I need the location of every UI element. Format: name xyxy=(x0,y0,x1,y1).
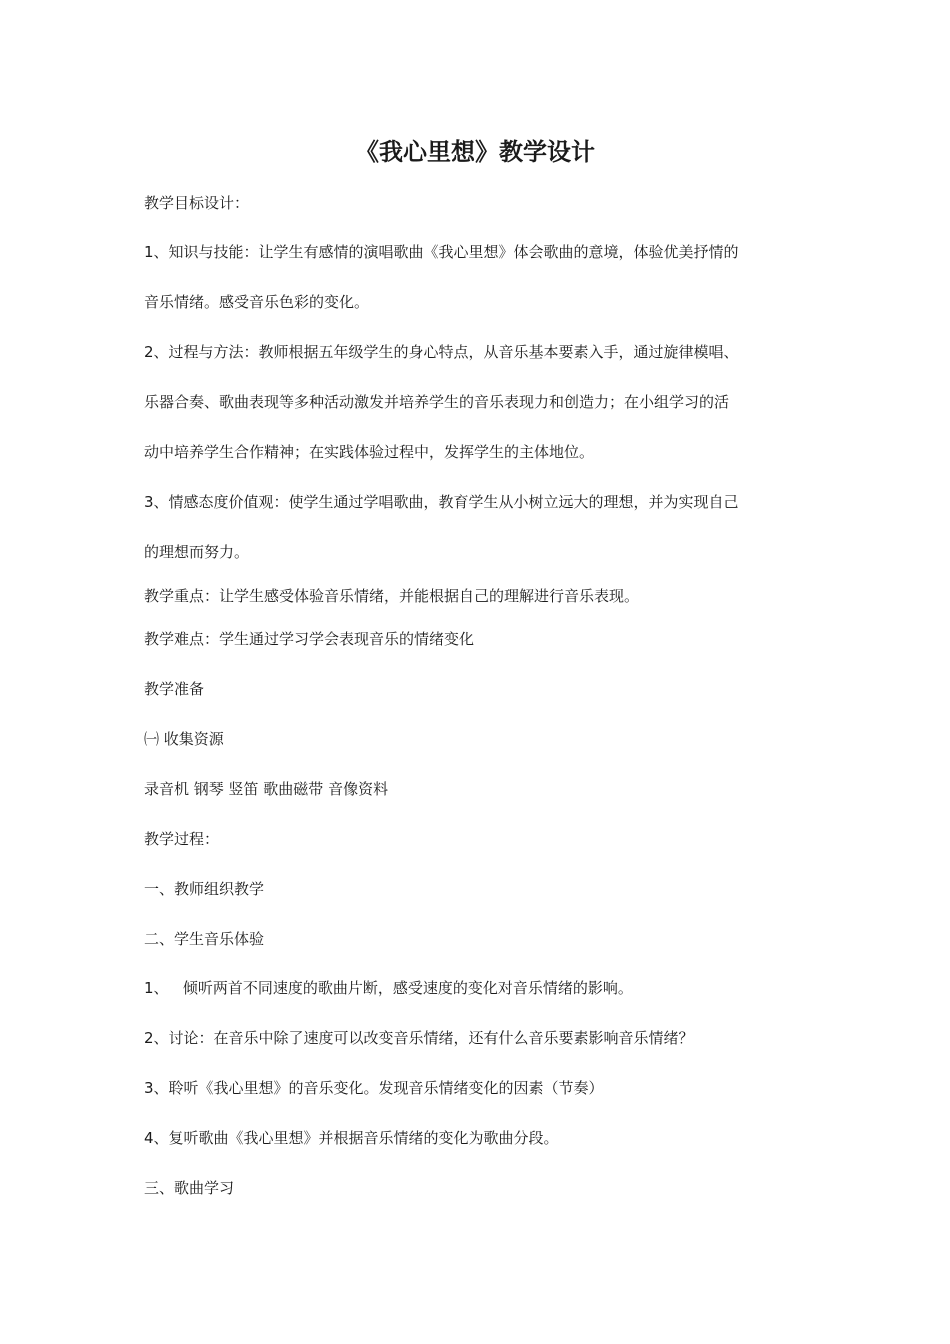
paragraph-line: 音乐情绪。感受音乐色彩的变化。 xyxy=(144,293,370,311)
list-item: ㈠ 收集资源 xyxy=(144,730,224,748)
materials-line: 录音机 钢琴 竖笛 歌曲磁带 音像资料 xyxy=(144,780,389,798)
step-heading: 二、学生音乐体验 xyxy=(144,930,265,948)
section-heading-process: 教学过程： xyxy=(144,830,220,848)
list-item: 2、讨论：在音乐中除了速度可以改变音乐情绪，还有什么音乐要素影响音乐情绪？ xyxy=(144,1029,694,1047)
difficulty-line: 教学难点：学生通过学习学会表现音乐的情绪变化 xyxy=(144,630,475,648)
paragraph-line: 2、过程与方法：教师根据五年级学生的身心特点，从音乐基本要素入手，通过旋律模唱、 xyxy=(144,343,739,361)
paragraph-line: 3、情感态度价值观：使学生通过学唱歌曲，教育学生从小树立远大的理想，并为实现自己 xyxy=(144,493,739,511)
step-heading: 一、教师组织教学 xyxy=(144,880,265,898)
paragraph-line: 1、知识与技能：让学生有感情的演唱歌曲《我心里想》体会歌曲的意境，体验优美抒情的 xyxy=(144,243,739,261)
document-title: 《我心里想》教学设计 xyxy=(355,138,595,166)
list-item: 4、复听歌曲《我心里想》并根据音乐情绪的变化为歌曲分段。 xyxy=(144,1129,559,1147)
paragraph-line: 的理想而努力。 xyxy=(144,543,250,561)
section-heading-objectives: 教学目标设计： xyxy=(144,194,250,212)
key-point-line: 教学重点：让学生感受体验音乐情绪，并能根据自己的理解进行音乐表现。 xyxy=(144,587,640,605)
list-item: 1、 倾听两首不同速度的歌曲片断，感受速度的变化对音乐情绪的影响。 xyxy=(144,979,633,997)
section-heading-preparation: 教学准备 xyxy=(144,680,205,698)
step-heading: 三、歌曲学习 xyxy=(144,1179,235,1197)
list-item: 3、聆听《我心里想》的音乐变化。发现音乐情绪变化的因素（节奏） xyxy=(144,1079,604,1097)
paragraph-line: 乐器合奏、歌曲表现等多种活动激发并培养学生的音乐表现力和创造力；在小组学习的活 xyxy=(144,393,730,411)
paragraph-line: 动中培养学生合作精神；在实践体验过程中，发挥学生的主体地位。 xyxy=(144,443,595,461)
